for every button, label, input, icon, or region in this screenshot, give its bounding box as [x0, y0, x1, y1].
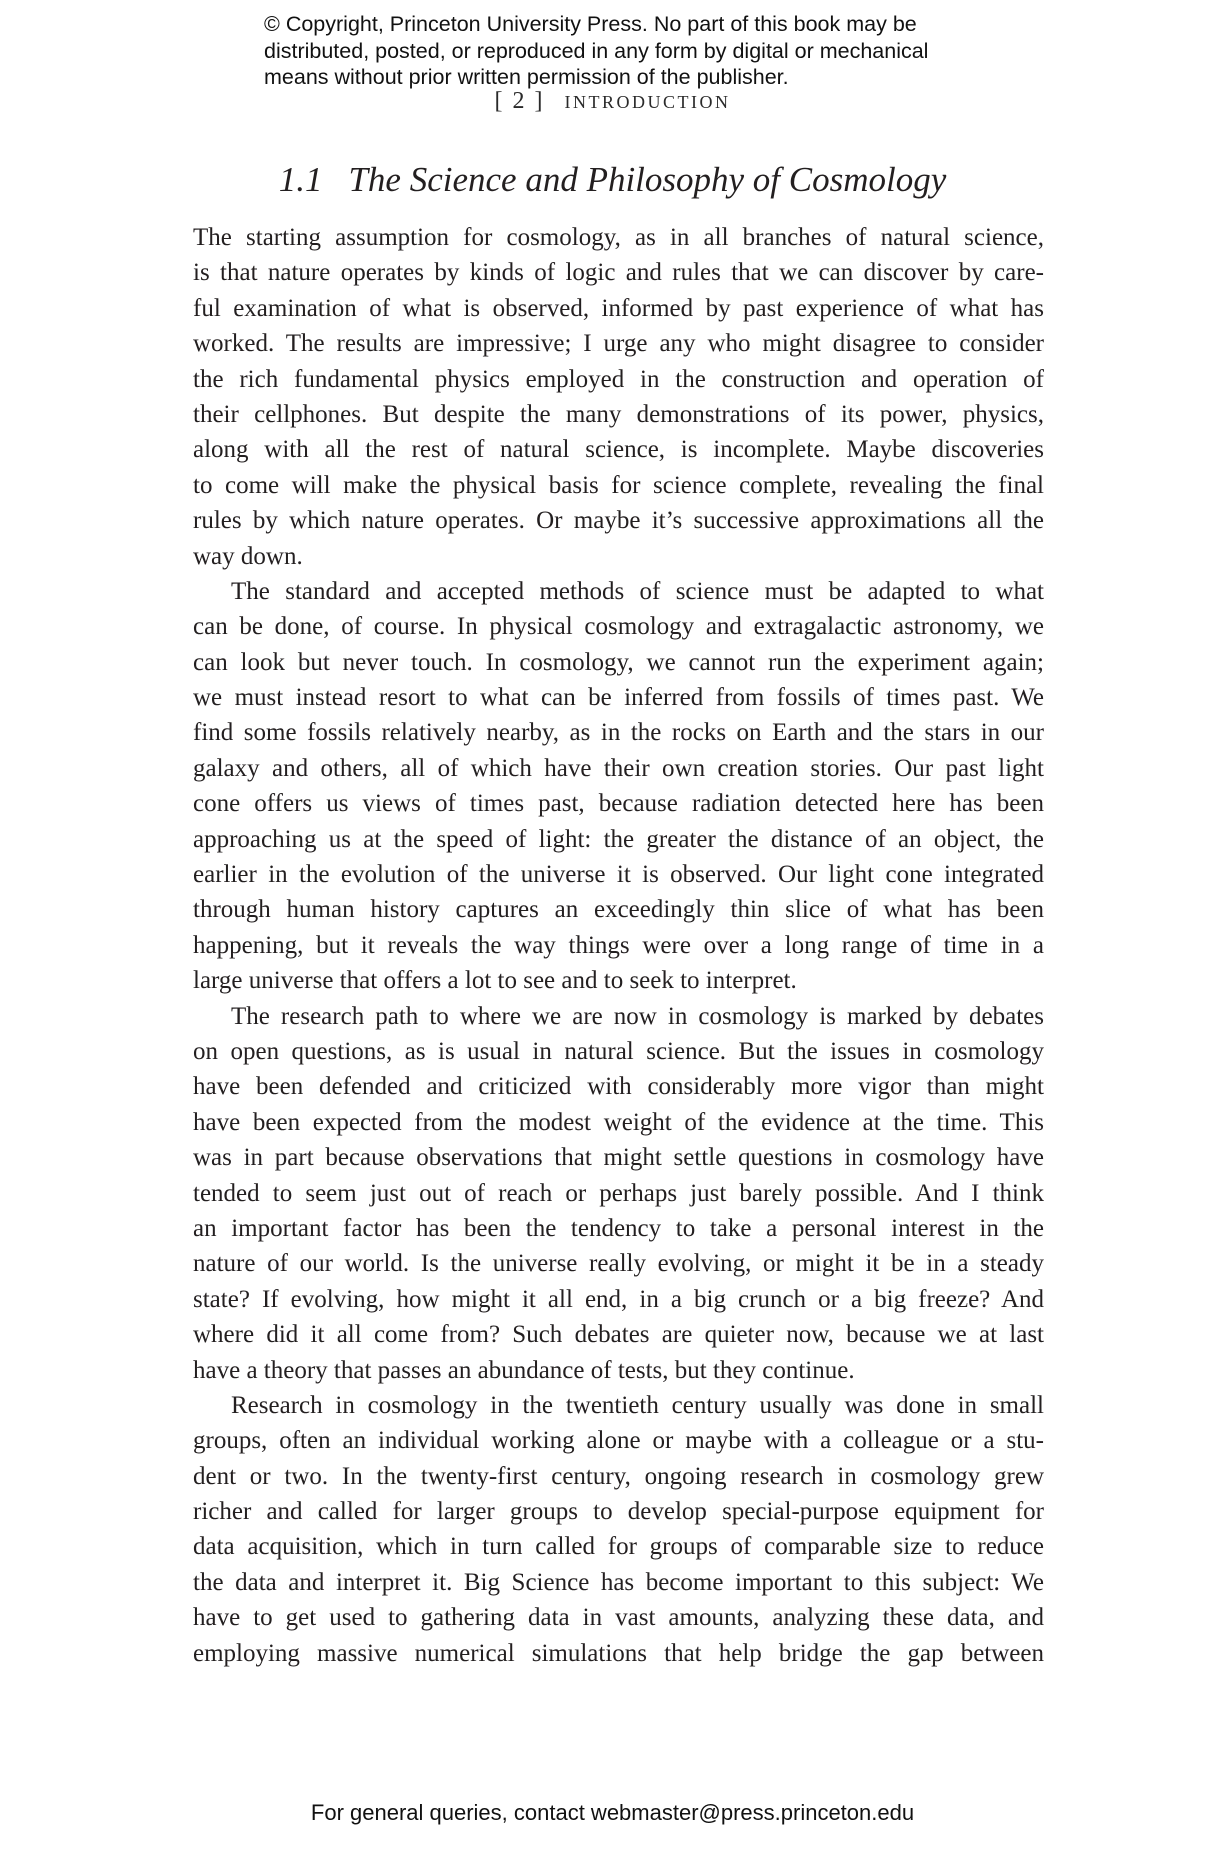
copyright-line: © Copyright, Princeton University Press. No part of this book may be — [264, 12, 917, 36]
text-line: we must instead resort to what can be inferred from fossils of times past. We — [193, 684, 1044, 712]
paragraph — [193, 574, 1044, 999]
text-line: ful examination of what is observed, informed by past experience of what has — [193, 294, 1044, 322]
text-line: nature of our world. Is the universe really evolving, or might it be in a steady — [193, 1250, 1044, 1278]
text-line: is that nature operates by kinds of logic and rules that we can discover by care- — [193, 259, 1044, 287]
text-line: earlier in the evolution of the universe it is observed. Our light cone integrated — [193, 861, 1044, 889]
text-line: The starting assumption for cosmology, as in all branches of natural science, — [193, 224, 1044, 251]
text-line: where did it all come from? Such debates are quieter now, because we at last — [193, 1321, 1044, 1349]
section-number: 1.1 — [278, 160, 323, 199]
text-line: was in part because observations that might settle questions in cosmology have — [193, 1144, 1044, 1172]
text-line: state? If evolving, how might it all end, in a big crunch or a big freeze? And — [193, 1285, 1044, 1313]
text-line: have been expected from the modest weight of the evidence at the time. This — [193, 1108, 1044, 1136]
section-heading — [0, 158, 1225, 202]
text-line: the data and interpret it. Big Science has become important to this subject: We — [193, 1568, 1044, 1596]
footer-contact: For general queries, contact webmaster@press.princeton.edu — [310, 1800, 915, 1825]
text-line: find some fossils relatively nearby, as in the rocks on Earth and the stars in our — [193, 719, 1044, 747]
text-line: have been defended and criticized with considerably more vigor than might — [193, 1073, 1044, 1101]
text-line: through human history captures an exceedingly thin slice of what has been — [193, 896, 1044, 924]
page-number: [ 2 ] — [494, 88, 545, 114]
copyright-line: means without prior written permission of the publisher. — [264, 65, 789, 89]
text-line: data acquisition, which in turn called for groups of comparable size to reduce — [193, 1533, 1044, 1561]
text-line: employing massive numerical simulations that help bridge the gap between — [193, 1639, 1044, 1667]
text-line: dent or two. In the twenty-first century, ongoing research in cosmology grew — [193, 1462, 1044, 1490]
text-line: the rich fundamental physics employed in the construction and operation of — [193, 365, 1044, 393]
text-line: have to get used to gathering data in vast amounts, analyzing these data, and — [193, 1604, 1044, 1632]
text-line: worked. The results are impressive; I urge any who might disagree to consider — [193, 330, 1044, 358]
text-line: richer and called for larger groups to develop special-purpose equipment for — [193, 1498, 1044, 1526]
paragraph — [193, 999, 1044, 1388]
text-line: to come will make the physical basis for science complete, revealing the final — [193, 471, 1044, 499]
text-line: approaching us at the speed of light: the greater the distance of an object, the — [193, 825, 1044, 853]
text-line: large universe that offers a lot to see and to seek to interpret. — [193, 967, 797, 995]
text-line: on open questions, as is usual in natural science. But the issues in cosmology — [193, 1037, 1044, 1065]
text-line: rules by which nature operates. Or maybe it’s successive approximations all the — [193, 507, 1044, 535]
text-line: Research in cosmology in the twentieth century usually was done in small — [231, 1391, 1044, 1419]
text-line: way down. — [193, 542, 303, 570]
text-line: The standard and accepted methods of science must be adapted to what — [231, 577, 1044, 605]
text-line: have a theory that passes an abundance of tests, but they continue. — [193, 1356, 855, 1384]
text-line: their cellphones. But despite the many demonstrations of its power, physics, — [193, 400, 1044, 428]
running-head — [0, 88, 1225, 115]
text-line: cone offers us views of times past, because radiation detected here has been — [193, 790, 1044, 818]
text-line: happening, but it reveals the way things were over a long range of time in a — [193, 931, 1044, 959]
paragraph — [193, 1388, 1044, 1671]
copyright-notice — [264, 11, 1024, 91]
text-line: galaxy and others, all of which have their own creation stories. Our past light — [193, 754, 1044, 782]
paragraph — [193, 220, 1044, 574]
text-line: along with all the rest of natural science, is incomplete. Maybe discoveries — [193, 436, 1044, 464]
text-line: can be done, of course. In physical cosmology and extragalactic astronomy, we — [193, 613, 1044, 641]
text-line: tended to seem just out of reach or perhaps just barely possible. And I think — [193, 1179, 1044, 1207]
text-line: an important factor has been the tendency to take a personal interest in the — [193, 1214, 1044, 1242]
section-title: The Science and Philosophy of Cosmology — [348, 160, 947, 199]
copyright-line: distributed, posted, or reproduced in any form by digital or mechanical — [264, 38, 929, 63]
text-line: groups, often an individual working alone or maybe with a colleague or a stu- — [193, 1427, 1044, 1455]
body-text — [193, 220, 1044, 1671]
running-head-section: INTRODUCTION — [564, 92, 731, 112]
text-line: can look but never touch. In cosmology, we cannot run the experiment again; — [193, 648, 1044, 676]
text-line: The research path to where we are now in cosmology is marked by debates — [231, 1002, 1044, 1030]
